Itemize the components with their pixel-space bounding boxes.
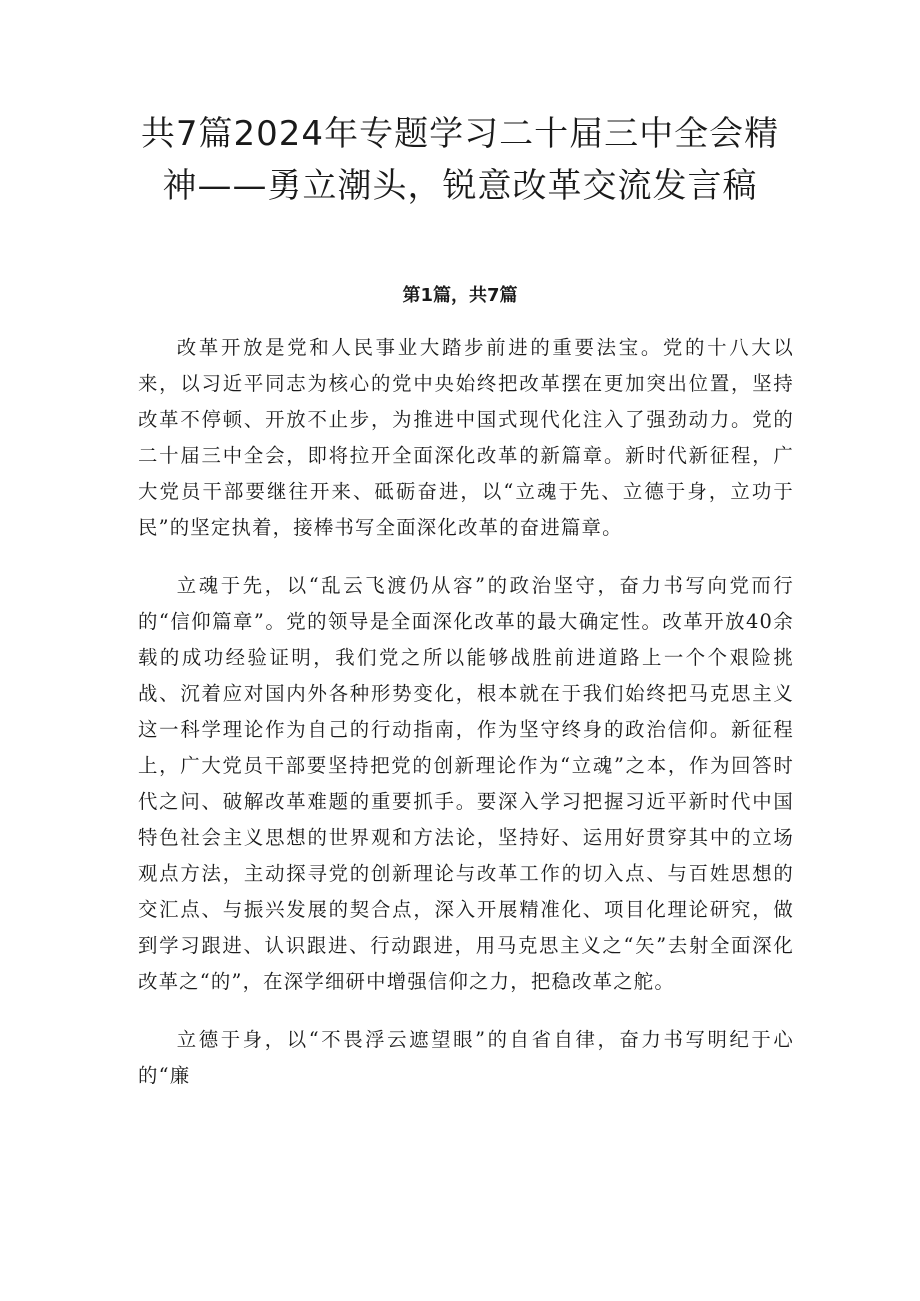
section-heading: 第1篇，共7篇 — [402, 285, 518, 306]
title-line-2: 神——勇立潮头，锐意改革交流发言稿 — [162, 166, 758, 206]
paragraph-1: 改革开放是党和人民事业大踏步前进的重要法宝。党的十八大以来，以习近平同志为核心的党中央始终把改革摆在更加突出位置，坚持改革不停顿、开放不止步，为推进中国式现代化注入了强劲动力。党的二十届三中全会，即将拉开全面深化改革的新篇章。新时代新征程，广大党员干部要继往开来、砥砺奋进，以“立魂于先、立德于身，立功于民”的坚定执着，接棒书写全面深化改革的奋进篇章。 — [138, 336, 794, 539]
paragraph-2: 立魂于先，以“乱云飞渡仍从容”的政治坚守，奋力书写向党而行的“信仰篇章”。党的领导是全面深化改革的最大确定性。改革开放40余载的成功经验证明，我们党之所以能够战胜前进道路上一个个艰险挑战、沉着应对国内外各种形势变化，根本就在于我们始终把马克思主义这一科学理论作为自己的行动指南，作为坚守终身的政治信仰。新征程上，广大党员干部要坚持把党的创新理论作为“立魂”之本，作为回答时代之问、破解改革难题的重要抓手。要深入学习把握习近平新时代中国特色社会主义思想的世界观和方法论，坚持好、运用好贯穿其中的立场观点方法，主动探寻党的创新理论与改革工作的切入点、与百姓思想的交汇点、与振兴发展的契合点，深入开展精准化、项目化理论研究，做到学习跟进、认识跟进、行动跟进，用马克思主义之“矢”去射全面深化改革之“的”，在深学细研中增强信仰之力，把稳改革之舵。 — [138, 574, 794, 993]
paragraph-3: 立德于身，以“不畏浮云遮望眼”的自省自律，奋力书写明纪于心的“廉 — [138, 1028, 794, 1087]
title-line-1: 共7篇2024年专题学习二十届三中全会精 — [140, 114, 780, 154]
document-title — [120, 108, 800, 212]
document-body — [138, 330, 794, 1116]
